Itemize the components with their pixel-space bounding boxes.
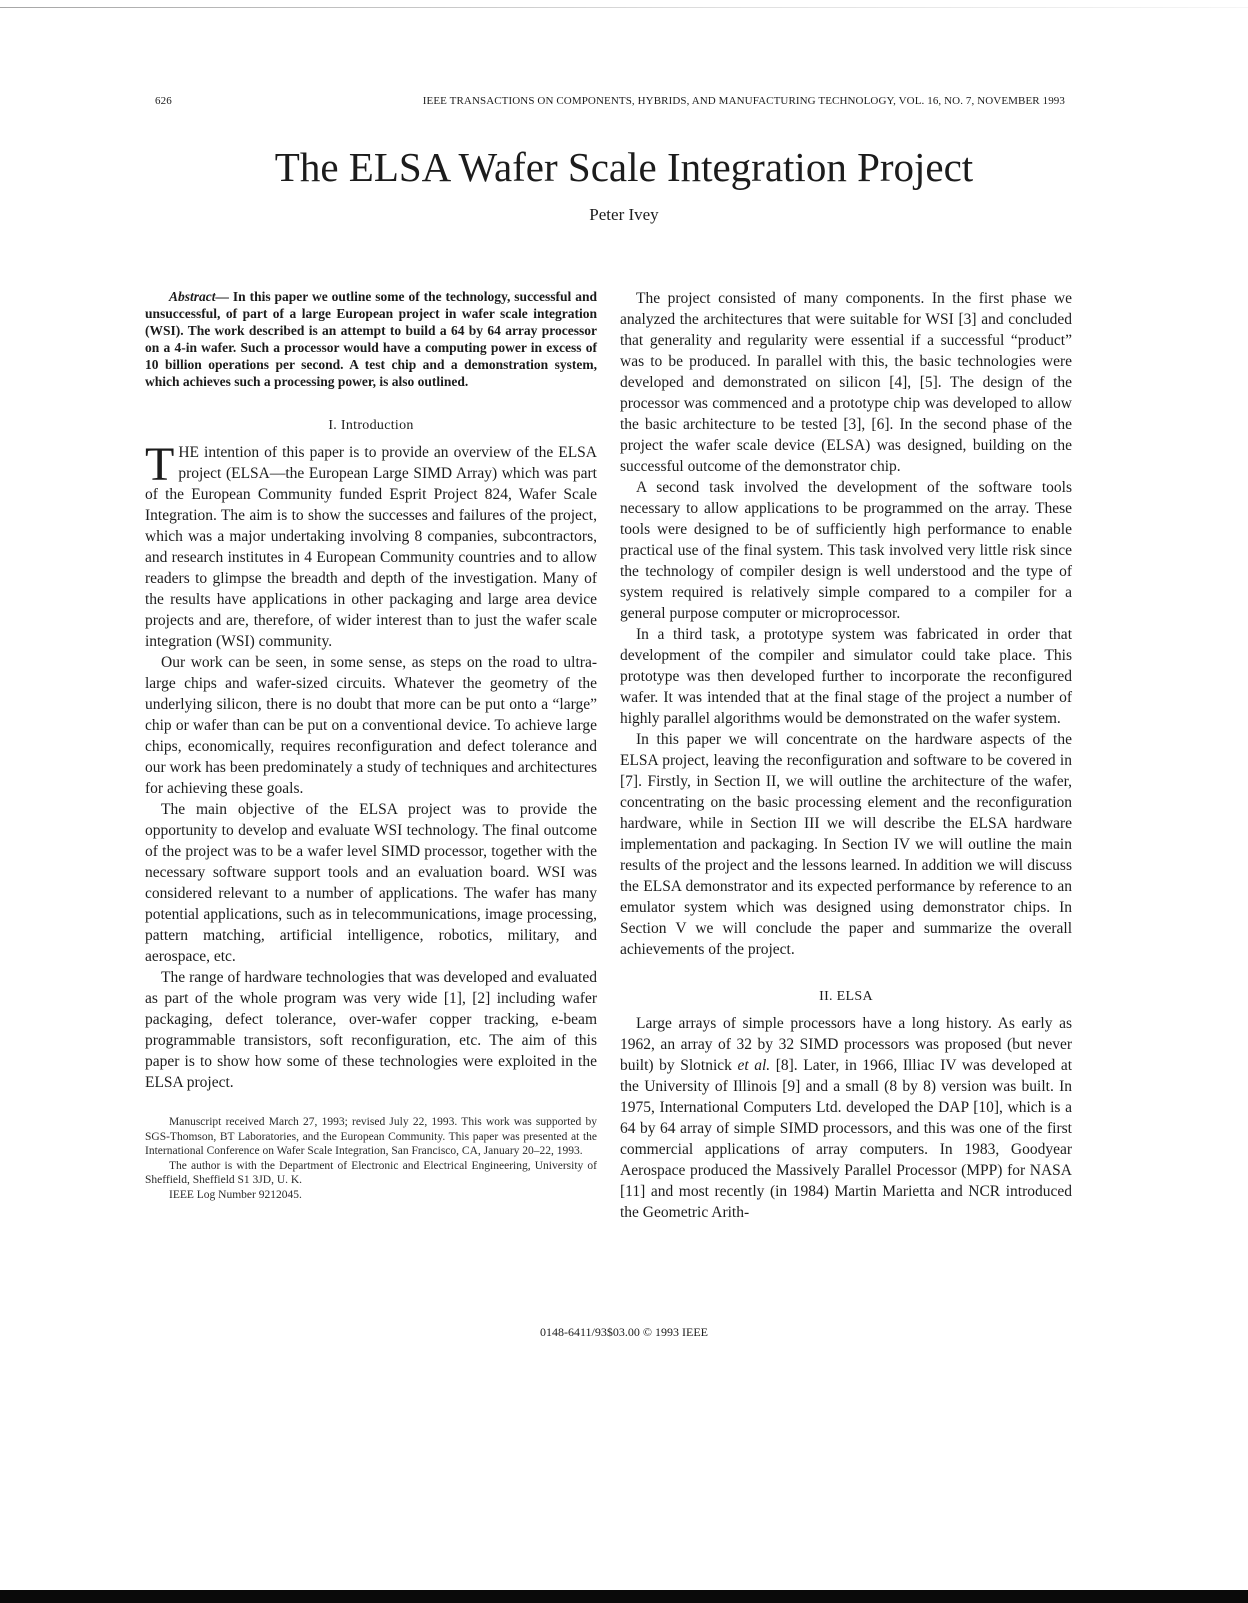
paper-title: The ELSA Wafer Scale Integration Project <box>274 144 974 190</box>
section-heading-introduction: I. Introduction <box>328 418 414 433</box>
section-heading-elsa: II. ELSA <box>819 989 873 1004</box>
body-paragraph: The project consisted of many components. In the first phase we analyzed the architectures that were suitable for WSI [3] and concluded that generality and regularity were essential if a successful “product” was to be produced. In parallel with this, the basic technologies were developed and demonstrated on silicon [4], [5]. The design of the processor was commenced and a prototype chip was developed to allow the basic architecture to be tested [3], [6]. In the second phase of the project the wafer scale device (ELSA) was designed, building on the successful outcome of the demonstrator chip. <box>620 290 1072 475</box>
abstract-text: In this paper we outline some of the technology, successful and unsuccessful, of part of a large European project in wafer scale integration (WSI). The work described is an attempt to build a 64 by 64 array processor on a 4-in wafer. Such a processor would have a computing power in excess of 10 billion operations per second. A test chip and a demonstration system, which achieves such a processing power, is also outlined. <box>145 289 597 389</box>
running-header <box>155 95 1065 109</box>
right-column <box>620 288 1072 1223</box>
body-paragraph: The main objective of the ELSA project was to provide the opportunity to develop and evaluate WSI technology. The final outcome of the project was to be a wafer level SIMD processor, together with the necessary software support tools and an evaluation board. WSI was considered relevant to a number of applications. The wafer has many potential applications, such as in telecommunications, image processing, pattern matching, artificial intelligence, robotics, military, and aerospace, etc. <box>145 801 597 965</box>
scan-bottom-edge <box>0 1590 1248 1603</box>
body-paragraph: In a third task, a prototype system was fabricated in order that development of the compiler and simulator could take place. This prototype was then developed further to incorporate the reconfigured wafer. It was intended that at the final stage of the project a number of highly parallel algorithms would be demonstrated on the wafer system. <box>620 626 1072 727</box>
page-number: 626 <box>155 95 172 107</box>
footnote-log-number: IEEE Log Number 9212045. <box>169 1188 302 1201</box>
author-name: Peter Ivey <box>589 205 659 224</box>
footnotes <box>145 1115 597 1202</box>
elsa-text-italic: et al. <box>737 1057 771 1074</box>
body-paragraph: Our work can be seen, in some sense, as steps on the road to ultra-large chips and wafer-sized circuits. Whatever the geometry of the underlying silicon, there is no doubt that more can be put onto a “large” chip or wafer than can be put on a conventional device. To achieve large chips, economically, requires reconfiguration and defect tolerance and our work has been predominately a study of techniques and architectures for achieving these goals. <box>145 654 597 797</box>
elsa-text-part1: Large arrays of simple processors have a long history. As early as 1962, an array of 32 by 32 SIMD processors was proposed (but never built) by Slotnick <box>620 1015 1072 1074</box>
body-paragraph: A second task involved the development of the software tools necessary to allow applications to be programmed on the array. These tools were designed to be of sufficiently high performance to enable practical use of the final system. This task involved very little risk since the technology of compiler design is well understood and the type of system required is relatively simple compared to a compiler for a general purpose computer or microprocessor. <box>620 479 1072 622</box>
footnote-affiliation: The author is with the Department of Electronic and Electrical Engineering, University of Sheffield, Sheffield S1 3JD, U. K. <box>145 1159 597 1186</box>
copyright-line: 0148-6411/93$03.00 © 1993 IEEE <box>540 1325 708 1339</box>
body-paragraph: In this paper we will concentrate on the hardware aspects of the ELSA project, leaving the reconfiguration and software to be covered in [7]. Firstly, in Section II, we will outline the architecture of the wafer, concentrating on the basic processing element and the reconfiguration hardware, while in Section III we will describe the ELSA hardware implementation and packaging. In Section IV we will outline the main results of the project and the lessons learned. In addition we will discuss the ELSA demonstrator and its expected performance by reference to an emulator system which was designed using demonstrator chips. In Section V we will conclude the paper and summarize the overall achievements of the project. <box>620 731 1072 958</box>
left-column <box>145 288 597 1202</box>
intro-paragraph-text: HE intention of this paper is to provide an overview of the ELSA project (ELSA—the European Large SIMD Array) which was part of the European Community funded Esprit Project 824, Wafer Scale Integration. The aim is to show the successes and failures of the project, which was a major undertaking involving 8 companies, subcontractors, and research institutes in 4 European Community countries and to allow readers to glimpse the breadth and depth of the investigation. Many of the results have applications in other packaging and large area device projects and are, therefore, of wider interest than to just the wafer scale integration (WSI) community. <box>145 444 597 650</box>
journal-citation: IEEE TRANSACTIONS ON COMPONENTS, HYBRIDS, AND MANUFACTURING TECHNOLOGY, VOL. 16, NO. 7, NOVEMBER 1993 <box>422 95 1065 107</box>
drop-cap: T <box>145 438 175 491</box>
body-paragraph: The range of hardware technologies that was developed and evaluated as part of the whole program was very wide [1], [2] including wafer packaging, defect tolerance, over-wafer copper tracking, e-beam programmable transistors, soft reconfiguration, etc. The aim of this paper is to show how some of these technologies were exploited in the ELSA project. <box>145 969 597 1091</box>
elsa-text-part2: [8]. Later, in 1966, Illiac IV was developed at the University of Illinois [9] and a small (8 by 8) version was built. In 1975, International Computers Ltd. developed the DAP [10], which is a 64 by 64 array of simple SIMD processors, and this was one of the first commercial applications of array computers. In 1983, Goodyear Aerospace produced the Massively Parallel Processor (MPP) for NASA [11] and most recently (in 1984) Martin Marietta and NCR introduced the Geometric Arith- <box>620 1057 1073 1221</box>
scan-edge-line <box>0 7 1248 8</box>
intro-paragraph <box>145 438 597 652</box>
footnote-manuscript: Manuscript received March 27, 1993; revised July 22, 1993. This work was supported by SGS-Thomson, BT Laboratories, and the European Community. This paper was presented at the International Conference on Wafer Scale Integration, San Francisco, CA, January 20–22, 1993. <box>145 1116 597 1157</box>
abstract-label: Abstract— <box>169 289 230 304</box>
elsa-paragraph <box>620 1013 1072 1223</box>
abstract <box>145 288 597 390</box>
